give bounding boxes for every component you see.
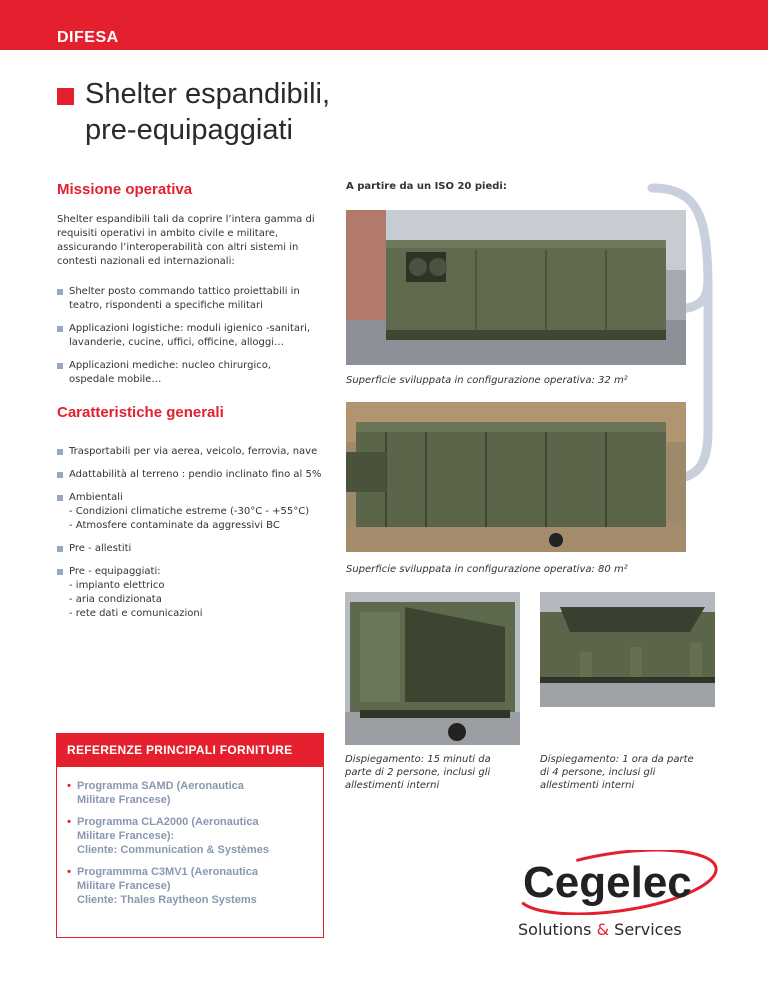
cegelec-logo xyxy=(515,850,720,915)
caption-15-minuti: Dispiegamento: 15 minuti da parte di 2 persone, inclusi gli allestimenti interni xyxy=(345,754,491,791)
photo-deployment-2-persons xyxy=(345,592,520,745)
logo-wordmark: Cegelec xyxy=(523,858,692,907)
list-item: Pre - equipaggiati: - impianto elettrico - aria condizionata - rete dati e comunicazioni xyxy=(57,565,337,621)
bullet-square-icon xyxy=(57,495,63,501)
bullet-dot-icon: • xyxy=(67,780,71,792)
bullet-square-icon xyxy=(57,326,63,332)
deployment-2-illustration xyxy=(345,592,520,745)
list-item: Applicazioni mediche: nucleo chirurgico, ospedale mobile… xyxy=(57,359,327,387)
list-item: Pre - allestiti xyxy=(57,542,337,556)
list-item: Adattabilità al terreno : pendio inclinato fino al 5% xyxy=(57,468,337,482)
list-item: Applicazioni logistiche: moduli igienico -sanitari, lavanderie, cucine, uffici, officine, alloggi… xyxy=(57,322,327,350)
bullet-square-icon xyxy=(57,449,63,455)
bullet-square-icon xyxy=(57,569,63,575)
bullet-dot-icon: • xyxy=(67,816,71,828)
list-item: Trasportabili per via aerea, veicolo, ferrovia, nave xyxy=(57,445,337,459)
list-item: • Programmma C3MV1 (Aeronautica Militare Francese) Cliente: Thales Raytheon Systems xyxy=(67,866,258,906)
header-bar xyxy=(0,0,768,50)
bullet-square-icon xyxy=(57,363,63,369)
list-item: • Programma SAMD (Aeronautica Militare Francese) xyxy=(67,780,244,806)
mission-bullets xyxy=(57,285,327,396)
references-heading: REFERENZE PRINCIPALI FORNITURE xyxy=(57,734,323,767)
caption-1-ora: Dispiegamento: 1 ora da parte di 4 persone, inclusi gli allestimenti interni xyxy=(540,754,694,791)
bullet-square-icon xyxy=(57,289,63,295)
photo-shelter-expanded xyxy=(346,402,686,552)
section-label: DIFESA xyxy=(57,29,119,46)
shelter-closed-illustration xyxy=(346,210,686,365)
bullet-dot-icon: • xyxy=(67,866,71,878)
references-box xyxy=(56,733,324,938)
start-label: A partire da un ISO 20 piedi: xyxy=(346,181,507,192)
bullet-square-icon xyxy=(57,472,63,478)
page-title: Shelter espandibili, pre-equipaggiati xyxy=(85,78,331,146)
shelter-expanded-illustration xyxy=(346,402,686,552)
references-list xyxy=(57,767,323,907)
bullet-square-icon xyxy=(57,546,63,552)
deployment-4-illustration xyxy=(540,592,715,707)
caption-80m2: Superficie sviluppata in configurazione operativa: 80 m² xyxy=(346,564,628,575)
tagline: Solutions & Services xyxy=(518,920,682,939)
photo-shelter-closed xyxy=(346,210,686,365)
photo-deployment-4-persons xyxy=(540,592,715,707)
list-item: • Programma CLA2000 (Aeronautica Militare Francese): Cliente: Communication & Systèmes xyxy=(67,816,269,856)
list-item: Shelter posto commando tattico proiettabili in teatro, rispondenti a specifiche militari xyxy=(57,285,327,313)
mission-intro: Shelter espandibili tali da coprire l’intera gamma di requisiti operativi in ambito civile e militare, assicurando l’interoperabilità con altri sistemi in contesti nazionali ed internazionali: xyxy=(57,214,315,267)
list-item: Ambientali - Condizioni climatiche estreme (-30°C - +55°C) - Atmosfere contaminate da aggressivi BC xyxy=(57,491,337,533)
caption-32m2: Superficie sviluppata in configurazione operativa: 32 m² xyxy=(346,375,628,386)
general-bullets xyxy=(57,445,337,630)
mission-heading: Missione operativa xyxy=(57,181,193,198)
title-square-icon xyxy=(57,88,74,105)
general-heading: Caratteristiche generali xyxy=(57,404,224,421)
